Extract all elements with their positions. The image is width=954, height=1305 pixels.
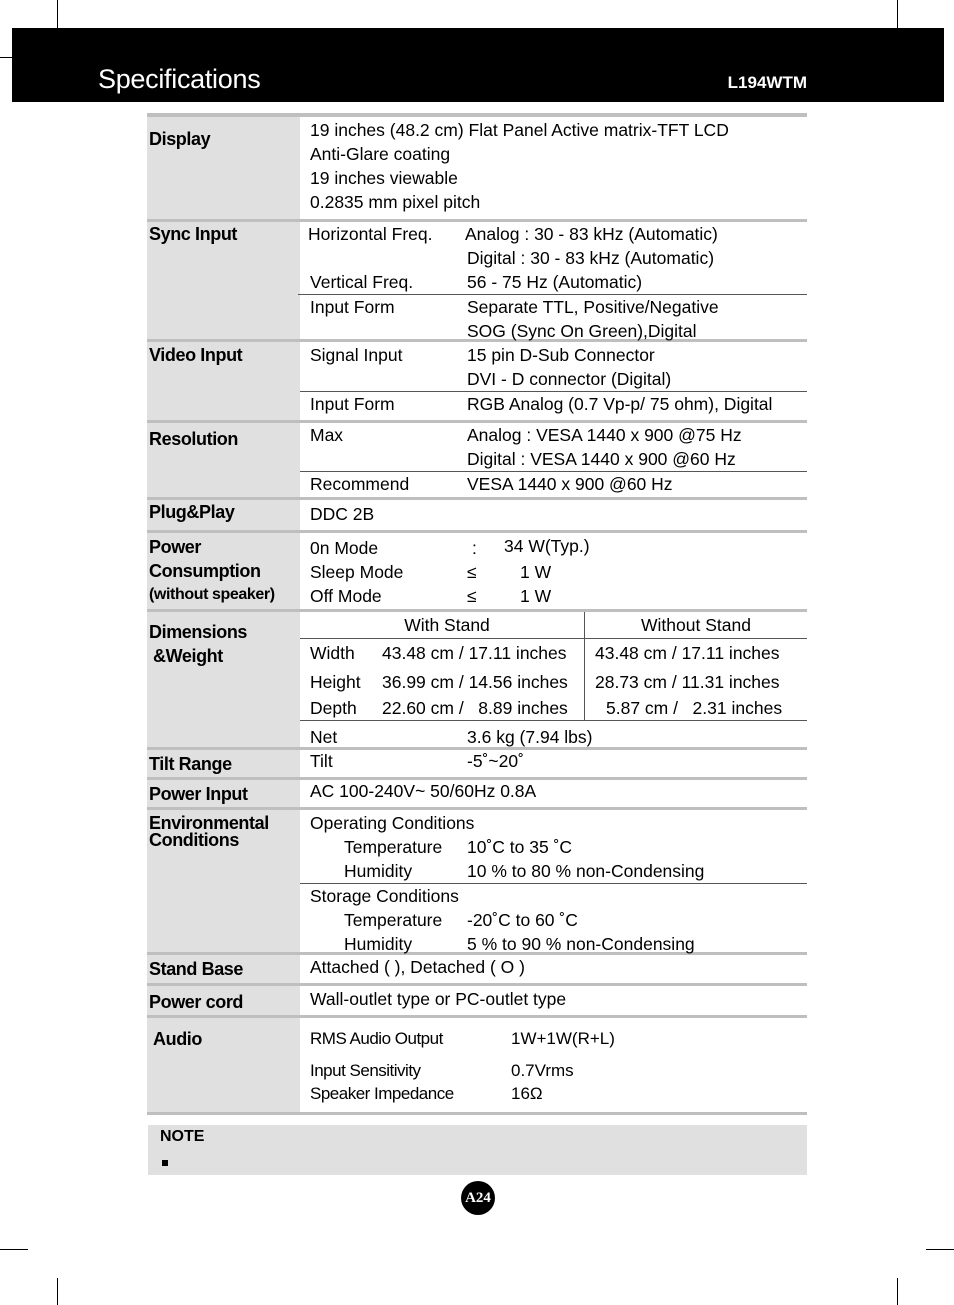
model-name: L194WTM (727, 73, 807, 92)
spec-val: 10 % to 80 % non-Condensing (467, 861, 705, 881)
column-header: Without Stand (641, 615, 751, 635)
section-title: Storage Conditions (310, 886, 459, 906)
spec-key: Input Form (310, 394, 395, 414)
dimensions-table (300, 612, 807, 721)
label-line: Conditions (149, 830, 239, 850)
row-label: Audio (147, 1018, 300, 1112)
row-value (300, 780, 807, 807)
spec-val: 43.48 cm / 17.11 inches (382, 643, 567, 663)
section-title: Operating Conditions (310, 813, 475, 833)
spec-val: 28.73 cm / 11.31 inches (595, 672, 780, 692)
spec-key: Vertical Freq. (310, 272, 414, 292)
spec-key: Recommend (310, 474, 410, 494)
spec-key: Signal Input (310, 345, 403, 365)
spec-row-power-cord (147, 986, 807, 1018)
display-line: 19 inches (48.2 cm) Flat Panel Active matrix-TFT LCD (310, 120, 729, 140)
spec-val: SOG (Sync On Green),Digital (467, 321, 697, 341)
spec-val: Separate TTL, Positive/Negative (467, 297, 719, 317)
row-value (300, 222, 807, 339)
row-label: Resolution (147, 423, 300, 497)
spec-key: Humidity (344, 934, 413, 954)
spec-val: VESA 1440 x 900 @60 Hz (467, 474, 673, 494)
note-title: NOTE (160, 1128, 205, 1145)
bullet-icon (162, 1160, 168, 1166)
crop-mark (0, 57, 12, 58)
spec-val: RGB Analog (0.7 Vp-p/ 75 ohm), Digital (467, 394, 773, 414)
row-label (147, 533, 300, 609)
spec-val: 15 pin D-Sub Connector (467, 345, 655, 365)
spec-val: Analog : VESA 1440 x 900 @75 Hz (467, 425, 742, 445)
label-line: Environmental (149, 813, 269, 833)
spec-val: 36.99 cm / 14.56 inches (382, 672, 568, 692)
spec-val: 22.60 cm / 8.89 inches (382, 698, 568, 718)
row-label: Tilt Range (147, 750, 300, 777)
row-value (300, 1018, 807, 1112)
row-label: Power cord (147, 986, 300, 1015)
spec-key: Max (310, 425, 344, 445)
display-line: Anti-Glare coating (310, 144, 451, 164)
row-label (147, 612, 300, 747)
spec-val: 3.6 kg (7.94 lbs) (467, 727, 593, 747)
spec-val: -20˚C to 60 ˚C (467, 910, 578, 930)
spec-key: Off Mode (310, 586, 382, 606)
spec-key: Net (310, 727, 338, 747)
spec-key: Temperature (344, 837, 443, 857)
label-line: &Weight (153, 646, 223, 666)
row-value (300, 500, 807, 530)
row-label: Stand Base (147, 955, 300, 983)
spec-val: -5˚~20˚ (467, 751, 524, 771)
spec-val: Digital : VESA 1440 x 900 @60 Hz (467, 449, 736, 469)
page-number: A24 (461, 1181, 495, 1215)
row-value (300, 612, 807, 747)
row-value (300, 955, 807, 983)
spec-key: Horizontal Freq. (308, 224, 433, 244)
page-title: Specifications (98, 64, 261, 94)
crop-mark (926, 1249, 954, 1250)
label-line: Dimensions (149, 622, 248, 642)
spec-row-environment (147, 810, 807, 955)
spec-key: Humidity (344, 861, 413, 881)
crop-mark (57, 1278, 58, 1305)
spec-table (147, 113, 807, 1115)
spec-val: 1 W (520, 586, 552, 606)
spec-key: Depth (310, 698, 357, 718)
spec-row-plug-play (147, 500, 807, 533)
label-line: Consumption (149, 561, 261, 581)
spec-val: Analog : 30 - 83 kHz (Automatic) (465, 224, 718, 244)
spec-val: 5 % to 90 % non-Condensing (467, 934, 695, 954)
crop-mark (897, 1278, 898, 1305)
spec-key: Sleep Mode (310, 562, 404, 582)
row-label: Video Input (147, 342, 300, 420)
spec-val: 43.48 cm / 17.11 inches (595, 643, 780, 663)
spec-row-dimensions (147, 612, 807, 750)
row-label: Display (147, 117, 300, 219)
spec-val: 34 W(Typ.) (504, 536, 590, 556)
row-value (300, 810, 807, 952)
spec-key: Tilt (310, 751, 333, 771)
spec-row-display (147, 113, 807, 222)
row-label (147, 810, 300, 952)
spec-val: AC 100-240V~ 50/60Hz 0.8A (310, 781, 537, 801)
row-value (300, 423, 807, 497)
spec-val: DDC 2B (310, 504, 375, 524)
spec-key: Temperature (344, 910, 443, 930)
spec-key: Width (310, 643, 355, 663)
crop-mark (0, 1249, 28, 1250)
spec-row-video (147, 342, 807, 423)
spec-row-stand-base (147, 955, 807, 986)
display-line: 0.2835 mm pixel pitch (310, 192, 481, 212)
row-label: Plug&Play (147, 500, 300, 530)
spec-val: Wall-outlet type or PC-outlet type (310, 989, 567, 1009)
row-label: Power Input (147, 780, 300, 807)
row-value (300, 750, 807, 777)
spec-val: Digital : 30 - 83 kHz (Automatic) (467, 248, 715, 268)
spec-key: 0n Mode (310, 538, 379, 558)
spec-val: 10˚C to 35 ˚C (467, 837, 573, 857)
row-value (300, 117, 807, 219)
crop-mark (57, 0, 58, 28)
spec-val: 1 W (520, 562, 552, 582)
page-header (12, 28, 944, 102)
spec-sym: : (472, 538, 477, 558)
label-line: Power (149, 537, 202, 557)
spec-key: Input Form (310, 297, 395, 317)
row-value (300, 986, 807, 1015)
spec-val: 56 - 75 Hz (Automatic) (467, 272, 643, 292)
row-label: Sync Input (147, 222, 300, 339)
spec-val: 1W+1W(R+L) (511, 1029, 615, 1048)
row-value (300, 533, 807, 609)
spec-key: Input Sensitivity (310, 1061, 421, 1080)
spec-row-tilt (147, 750, 807, 780)
spec-row-sync (147, 222, 807, 342)
spec-val: Attached ( ), Detached ( O ) (310, 957, 525, 977)
spec-row-resolution (147, 423, 807, 500)
spec-key: Speaker Impedance (310, 1084, 454, 1103)
spec-row-power-consumption (147, 533, 807, 612)
spec-row-audio (147, 1018, 807, 1115)
column-header: With Stand (300, 612, 585, 638)
note-box (148, 1125, 807, 1175)
display-line: 19 inches viewable (310, 168, 458, 188)
spec-row-power-input (147, 780, 807, 810)
spec-val: 16Ω (511, 1084, 543, 1103)
spec-val: DVI - D connector (Digital) (467, 369, 672, 389)
spec-sym: ≤ (467, 586, 477, 606)
crop-mark (897, 0, 898, 28)
row-value (300, 342, 807, 420)
label-line: (without speaker) (149, 586, 275, 603)
spec-key: Height (310, 672, 361, 692)
spec-val: 5.87 cm / 2.31 inches (606, 698, 783, 718)
spec-val: 0.7Vrms (511, 1061, 574, 1080)
spec-sym: ≤ (467, 562, 477, 582)
spec-key: RMS Audio Output (310, 1029, 443, 1048)
